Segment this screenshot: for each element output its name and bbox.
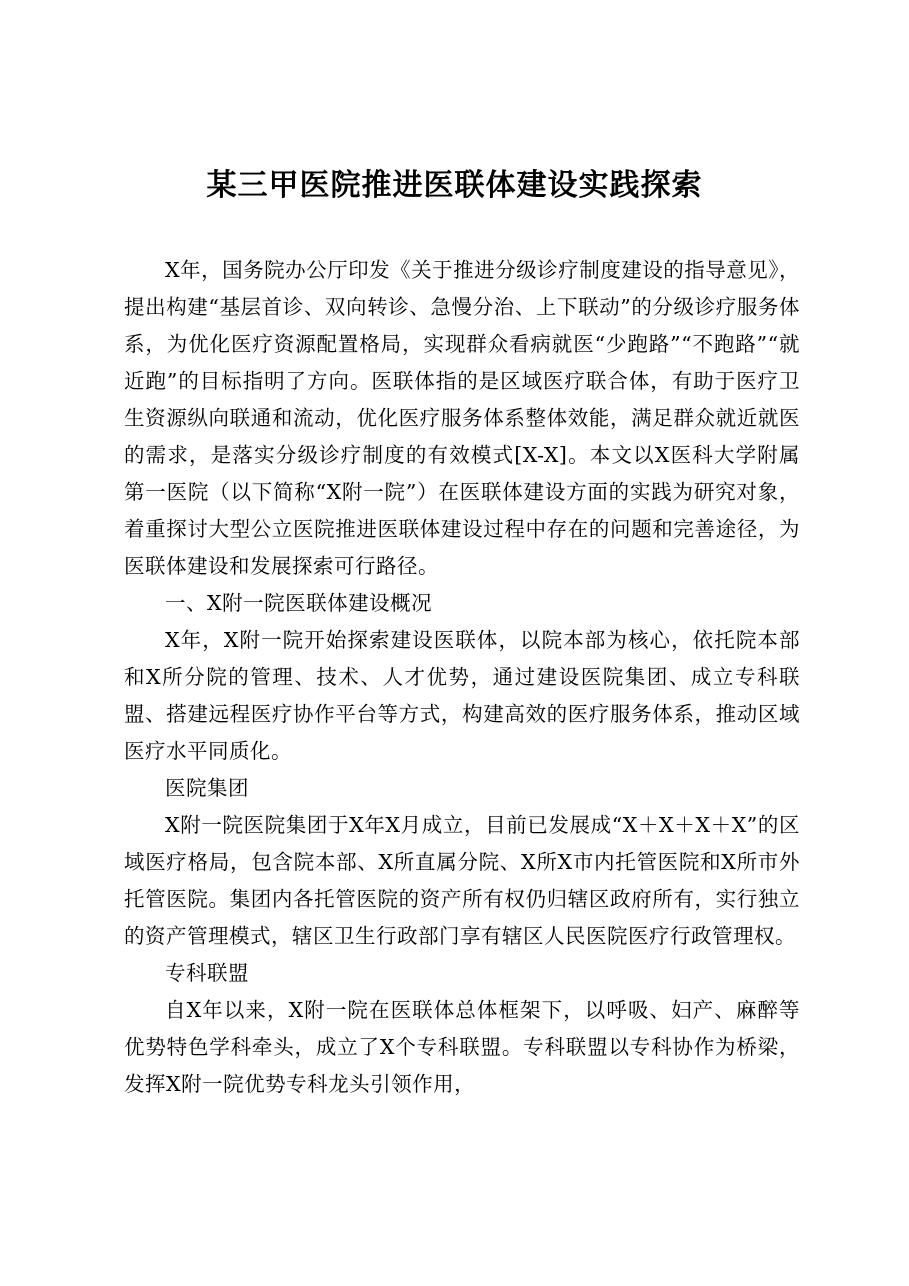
document-body — [124, 252, 800, 1103]
paragraph-overview: X年，X附一院开始探索建设医联体，以院本部为核心，依托院本部和X所分院的管理、技术、人才优势，通过建设医院集团、成立专科联盟、搭建远程医疗协作平台等方式，构建高效的医疗服务体系，推动区域医疗水平同质化。 — [124, 628, 800, 763]
paragraph-hospital-group: X附一院医院集团于X年X月成立，目前已发展成“X＋X＋X＋X”的区域医疗格局，包含院本部、X所直属分院、X所X市内托管医院和X所市外托管医院。集团内各托管医院的资产所有权仍归辖区政府所有，实行独立的资产管理模式，辖区卫生行政部门享有辖区人民医院医疗行政管理权。 — [124, 813, 800, 948]
paragraph-specialty-alliance: 自X年以来，X附一院在医联体总体框架下，以呼吸、妇产、麻醉等优势特色学科牵头，成立了X个专科联盟。专科联盟以专科协作为桥梁，发挥X附一院优势专科龙头引领作用， — [124, 998, 800, 1096]
section-heading-overview: 一、X附一院医联体建设概况 — [165, 591, 433, 615]
document-title: 某三甲医院推进医联体建设实践探索 — [206, 168, 703, 203]
paragraph-intro: X年，国务院办公厅印发《关于推进分级诊疗制度建设的指导意见》，提出构建“基层首诊、双向转诊、急慢分治、上下联动”的分级诊疗服务体系，为优化医疗资源配置格局，实现群众看病就医“少跑路”“不跑路”“就近跑”的目标指明了方向。医联体指的是区域医疗联合体，有助于医疗卫生资源纵向联通和流动，优化医疗服务体系整体效能，满足群众就近就医的需求，是落实分级诊疗制度的有效模式[X-X]。本文以X医科大学附属第一医院（以下简称“X附一院”）在医联体建设方面的实践为研究对象，着重探讨大型公立医院推进医联体建设过程中存在的问题和完善途径，为医联体建设和发展探索可行路径。 — [124, 258, 800, 578]
subheading-specialty-alliance: 专科联盟 — [165, 961, 249, 985]
subheading-hospital-group: 医院集团 — [165, 776, 249, 800]
